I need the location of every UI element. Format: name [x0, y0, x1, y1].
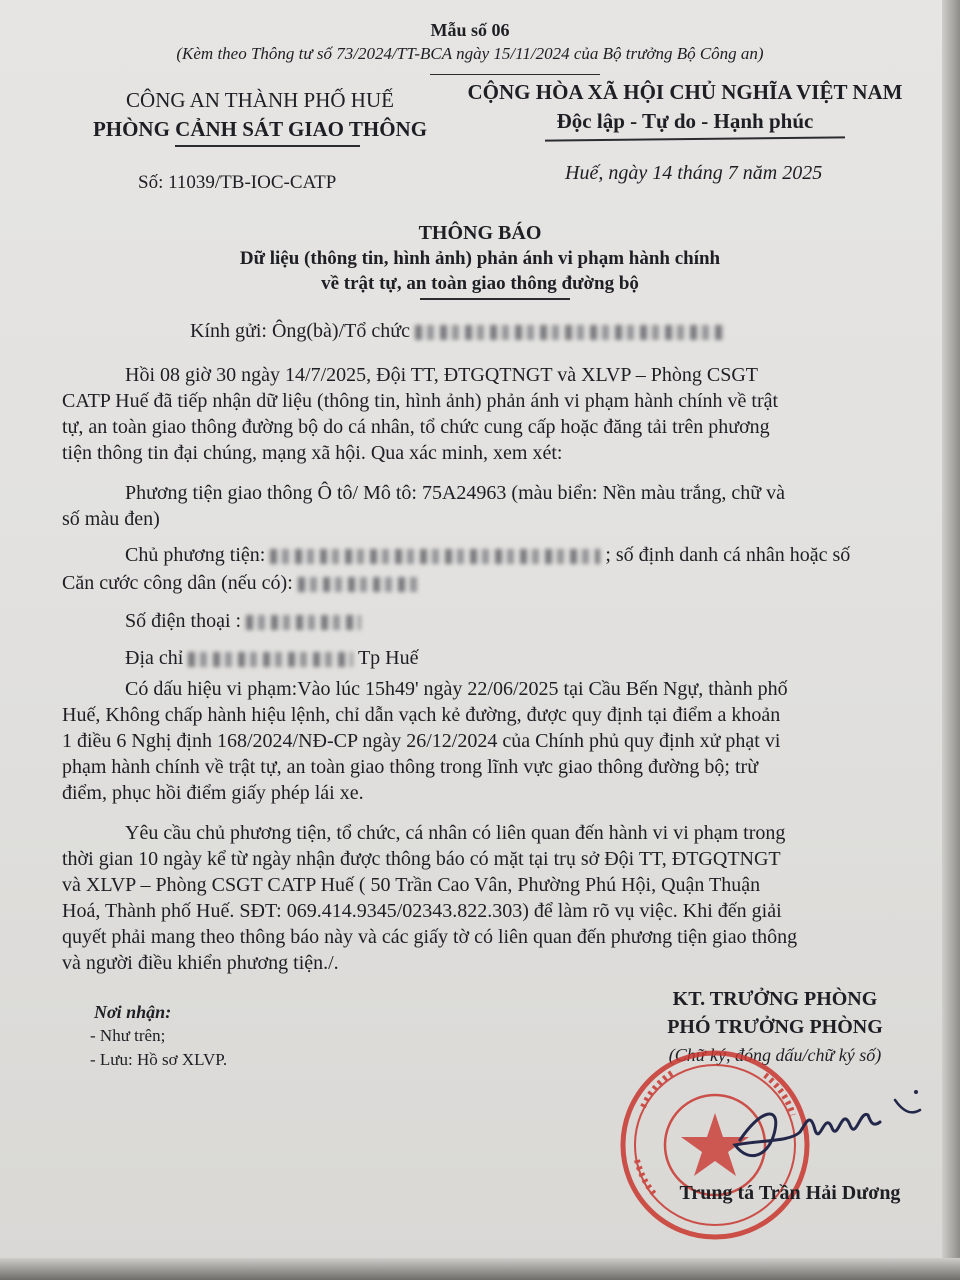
- request-paragraph: [62, 820, 797, 976]
- recipients-block: [90, 1000, 227, 1072]
- request-line: thời gian 10 ngày kể từ ngày nhận được thông báo có mặt tại trụ sở Đội TT, ĐTGQTNGT: [62, 848, 781, 870]
- signer-name: Trung tá Trần Hải Dương: [679, 1182, 901, 1204]
- agency-header: [70, 86, 450, 144]
- recipients-label: Nơi nhận:: [94, 1002, 172, 1022]
- violation-line: phạm hành chính về trật tự, an toàn giao thông trong lĩnh vực giao thông đường bộ; trừ: [62, 756, 759, 778]
- intro-line: Hồi 08 giờ 30 ngày 14/7/2025, Đội TT, ĐTGQTNGT và XLVP – Phòng CSGT: [125, 364, 758, 386]
- address-label: Địa chỉ: [125, 647, 184, 669]
- request-line: Hoá, Thành phố Huế. SĐT: 069.414.9345/02343.822.303) để làm rõ vụ việc. Khi đến giải: [62, 900, 782, 922]
- phone-label: Số điện thoại :: [125, 610, 242, 632]
- intro-line: CATP Huế đã tiếp nhận dữ liệu (thông tin, hình ảnh) phản ánh vi phạm hành chính về trật: [62, 390, 779, 412]
- notice-title: THÔNG BÁO: [418, 222, 542, 244]
- redacted-address: [188, 652, 353, 667]
- title-underline: [420, 298, 570, 300]
- page-edge-right: [942, 0, 960, 1280]
- violation-line: 1 điều 6 Nghị định 168/2024/NĐ-CP ngày 26/12/2024 của Chính phủ quy định xử phạt vi: [62, 730, 781, 752]
- recipient-item: - Như trên;: [90, 1026, 166, 1045]
- notice-subtitle-line-1: Dữ liệu (thông tin, hình ảnh) phản ánh vi phạm hành chính: [239, 248, 721, 269]
- redacted-recipient: [415, 325, 725, 340]
- signature-note: (Chữ ký, đóng dấu/chữ ký số): [668, 1045, 882, 1065]
- notice-subtitle: [0, 246, 960, 296]
- request-line: Yêu cầu chủ phương tiện, tổ chức, cá nhân có liên quan đến hành vi vi phạm trong: [125, 822, 786, 844]
- agency-name: PHÒNG CẢNH SÁT GIAO THÔNG: [92, 117, 428, 141]
- document-number: Số: 11039/TB-IOC-CATP: [138, 172, 337, 193]
- agency-underline: [175, 145, 360, 147]
- vehicle-line: Phương tiện giao thông Ô tô/ Mô tô: 75A24963 (màu biển: Nền màu trắng, chữ và: [125, 482, 785, 504]
- violation-line: Huế, Không chấp hành hiệu lệnh, chỉ dẫn vạch kẻ đường, được quy định tại điểm a khoản: [62, 704, 781, 726]
- page-edge-bottom: [0, 1258, 960, 1280]
- national-motto: Độc lập - Tự do - Hạnh phúc: [556, 109, 814, 133]
- owner-line: [125, 542, 850, 568]
- vehicle-line: số màu đen): [62, 508, 160, 530]
- place-date: Huế, ngày 14 tháng 7 năm 2025: [565, 162, 823, 184]
- redacted-id: [298, 577, 423, 592]
- handwritten-signature-icon: [720, 1070, 930, 1180]
- violation-line: Có dấu hiệu vi phạm:Vào lúc 15h49' ngày 22/06/2025 tại Cầu Bến Ngự, thành phố: [125, 678, 788, 700]
- form-reference: (Kèm theo Thông tư số 73/2024/TT-BCA ngày 15/11/2024 của Bộ trưởng Bộ Công an): [176, 44, 764, 63]
- owner-label: Chủ phương tiện:: [125, 544, 266, 566]
- header-rule: [430, 74, 600, 75]
- recipient-item: - Lưu: Hồ sơ XLVP.: [90, 1050, 228, 1069]
- national-header: [440, 78, 930, 136]
- phone-line: [125, 608, 361, 634]
- request-line: và XLVP – Phòng CSGT CATP Huế ( 50 Trần Cao Vân, Phường Phú Hội, Quận Thuận: [62, 874, 761, 896]
- redacted-phone: [246, 615, 361, 630]
- address-tail: Tp Huế: [357, 647, 419, 669]
- signature-title-2: PHÓ TRƯỞNG PHÒNG: [667, 1016, 883, 1038]
- vehicle-paragraph: [62, 480, 785, 532]
- request-line: và người điều khiển phương tiện./.: [62, 952, 339, 974]
- addressee-label: Kính gửi: Ông(bà)/Tổ chức: [190, 320, 410, 342]
- intro-line: tiện thông tin đại chúng, mạng xã hội. Qua xác minh, xem xét:: [62, 442, 563, 464]
- agency-parent: CÔNG AN THÀNH PHỐ HUẾ: [126, 88, 394, 112]
- violation-line: điểm, phục hồi điểm giấy phép lái xe.: [62, 782, 364, 804]
- violation-paragraph: [62, 676, 788, 806]
- intro-paragraph: [62, 362, 778, 466]
- form-number: Mẫu số 06: [430, 20, 510, 40]
- redacted-owner: [270, 549, 600, 564]
- intro-line: tự, an toàn giao thông đường bộ do cá nhân, tổ chức cung cấp hoặc đăng tải trên phương: [62, 416, 770, 438]
- request-line: quyết phải mang theo thông báo này và các giấy tờ có liên quan đến phương tiện giao thông: [62, 926, 798, 948]
- notice-subtitle-line-2: về trật tự, an toàn giao thông đường bộ: [321, 273, 639, 294]
- motto-underline: [545, 136, 845, 141]
- id-line: [62, 570, 423, 596]
- signature-title-1: KT. TRƯỞNG PHÒNG: [672, 988, 878, 1010]
- id-label: Căn cước công dân (nếu có):: [62, 572, 293, 594]
- nation-name: CỘNG HÒA XÃ HỘI CHỦ NGHĨA VIỆT NAM: [467, 80, 903, 104]
- address-line: [125, 645, 419, 671]
- owner-tail: ; số định danh cá nhân hoặc số: [605, 544, 851, 566]
- addressee-line: [190, 318, 725, 344]
